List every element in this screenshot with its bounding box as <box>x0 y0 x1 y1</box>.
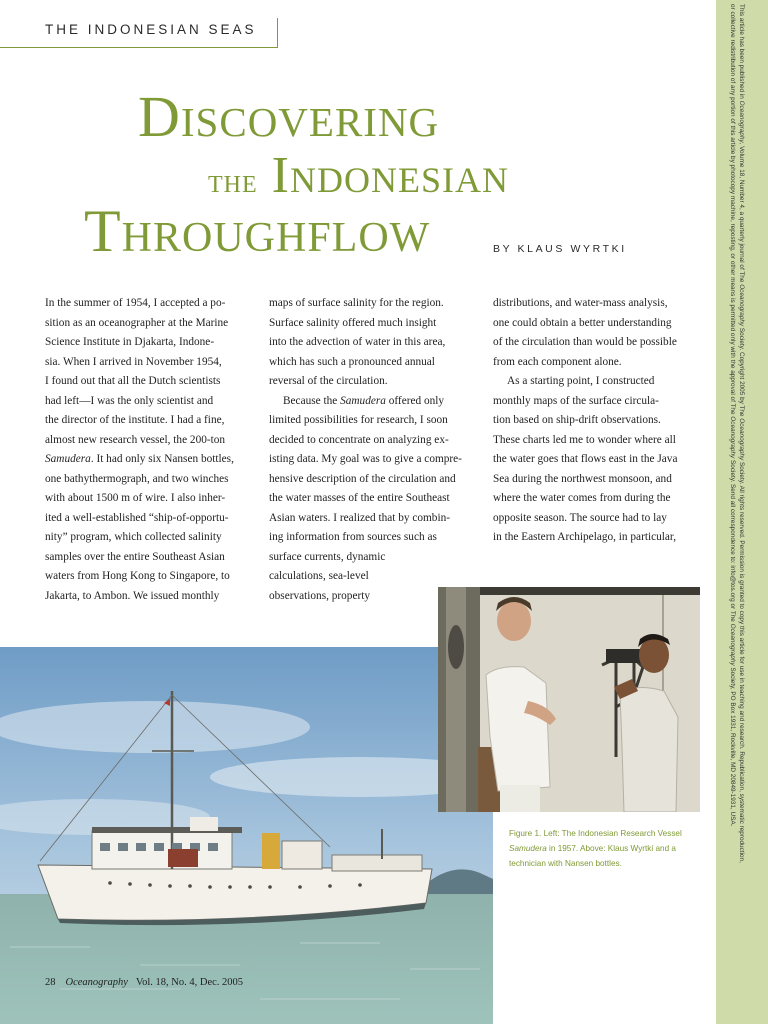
text-line: with about 1500 m of wire. I also inher- <box>45 492 226 504</box>
text-line: into the advection of water in this area, <box>269 336 446 348</box>
text-line: which has such a pronounced annual <box>269 355 435 368</box>
journal-name: Oceanography <box>65 977 128 988</box>
text-line: Samudera. It had only six Nansen bottles, <box>45 453 234 465</box>
title-line-3: Throughflow <box>84 198 431 264</box>
caption-line: Samudera in 1957. Above: Klaus Wyrtki and a <box>509 844 676 853</box>
ship-photo <box>0 647 493 1024</box>
text-line: isting data. My goal was to give a compre- <box>269 453 462 465</box>
text-line: one bathythermograph, and two winches <box>45 472 229 485</box>
copyright-notice <box>728 4 746 1004</box>
section-label <box>0 18 278 48</box>
title-word-indonesian: Indonesian <box>271 147 509 204</box>
text-line: almost new research vessel, the 200-ton <box>45 433 226 446</box>
scientists-photo <box>438 587 700 812</box>
copyright-line: or collective redistribution of any portion of this article by photocopy machine, reposting, or other means is permitted only with the approval of The Oceanography Society. Send all correspondence to: info@tos.org or The Oceanography Society, PO Box 1931, Rockville, MD 20849-1931, USA. <box>729 4 736 827</box>
text-line: tion based on ship-drift observations. <box>493 414 661 426</box>
body-column-3 <box>493 294 677 548</box>
figure-caption <box>509 826 704 871</box>
text-line: monthly maps of the surface circula- <box>493 394 659 407</box>
text-line: from each component alone. <box>493 355 622 368</box>
issue-info: Vol. 18, No. 4, Dec. 2005 <box>135 977 244 988</box>
text-line: ited a well-established “ship-of-opportu- <box>45 511 229 524</box>
text-line: ing information from sources such as <box>269 531 437 543</box>
caption-line: technician with Nansen bottles. <box>509 859 622 868</box>
text-line: maps of surface salinity for the region. <box>269 297 444 309</box>
text-line: one could obtain a better understanding <box>493 316 672 329</box>
title-line-2 <box>208 147 509 204</box>
caption-line: Figure 1. Left: The Indonesian Research Vessel <box>509 829 682 838</box>
text-line: I found out that all the Dutch scientists <box>45 375 221 387</box>
text-line: Surface salinity offered much insight <box>269 316 437 329</box>
text-line: In the summer of 1954, I accepted a po- <box>45 297 226 309</box>
page-number: 28 <box>45 977 56 988</box>
text-line: As a starting point, I constructed <box>507 375 655 387</box>
title-word-the: the <box>208 163 258 200</box>
text-line: hensive description of the circulation and <box>269 472 456 485</box>
title-line-1: Discovering <box>138 84 440 149</box>
scientists-photo-image <box>438 587 700 812</box>
text-line: had left—I was the only scientist and <box>45 394 214 407</box>
text-line: reversal of the circulation. <box>269 375 388 387</box>
text-line: sia. When I arrived in November 1954, <box>45 355 222 368</box>
page-footer <box>45 977 243 988</box>
text-line: limited possibilities for research, I soon <box>269 414 448 426</box>
text-line: Sea during the northwest monsoon, and <box>493 472 672 485</box>
ship-photo-image <box>0 647 493 1024</box>
text-line: Asian waters. I realized that by combin- <box>269 511 450 524</box>
section-title: THE INDONESIAN SEAS <box>45 22 257 37</box>
text-line: the director of the institute. I had a fine, <box>45 414 225 426</box>
text-line: waters from Hong Kong to Singapore, to <box>45 570 230 582</box>
text-line: of the circulation than would be possible <box>493 336 677 348</box>
text-line: Science Institute in Djakarta, Indone- <box>45 336 215 348</box>
text-line: where the water comes from during the <box>493 492 671 504</box>
text-line: These charts led me to wonder where all <box>493 433 676 446</box>
body-column-2 <box>269 294 462 606</box>
text-line: in the Eastern Archipelago, in particular, <box>493 531 677 543</box>
text-line: decided to concentrate on analyzing ex- <box>269 433 449 446</box>
text-line: surface currents, dynamic <box>269 550 386 563</box>
text-line: sition as an oceanographer at the Marine <box>45 316 229 329</box>
text-line: observations, property <box>269 589 371 602</box>
text-line: calculations, sea-level <box>269 570 369 582</box>
text-line: distributions, and water-mass analysis, <box>493 297 668 309</box>
text-line: Jakarta, to Ambon. We issued monthly <box>45 589 220 602</box>
copyright-line: This article has been published in Oceanography, Volume 18, Number 4, a quarterly journal of The Oceanography Society. Copyright 2005 by The Oceanography Society. All rights reserved. Permission is granted to copy this article for use in teaching and research. Republication, systematic reproduction, <box>738 4 745 863</box>
byline: BY KLAUS WYRTKI <box>493 243 627 255</box>
text-line: the water masses of the entire Southeast <box>269 492 450 504</box>
text-line: the water goes that flows east in the Java <box>493 453 678 465</box>
text-line: samples over the entire Southeast Asian <box>45 550 225 563</box>
body-column-1 <box>45 294 234 606</box>
text-line: opposite season. The source had to lay <box>493 511 667 524</box>
text-line: nity” program, which collected salinity <box>45 531 222 543</box>
text-line: Because the Samudera offered only <box>283 394 445 407</box>
